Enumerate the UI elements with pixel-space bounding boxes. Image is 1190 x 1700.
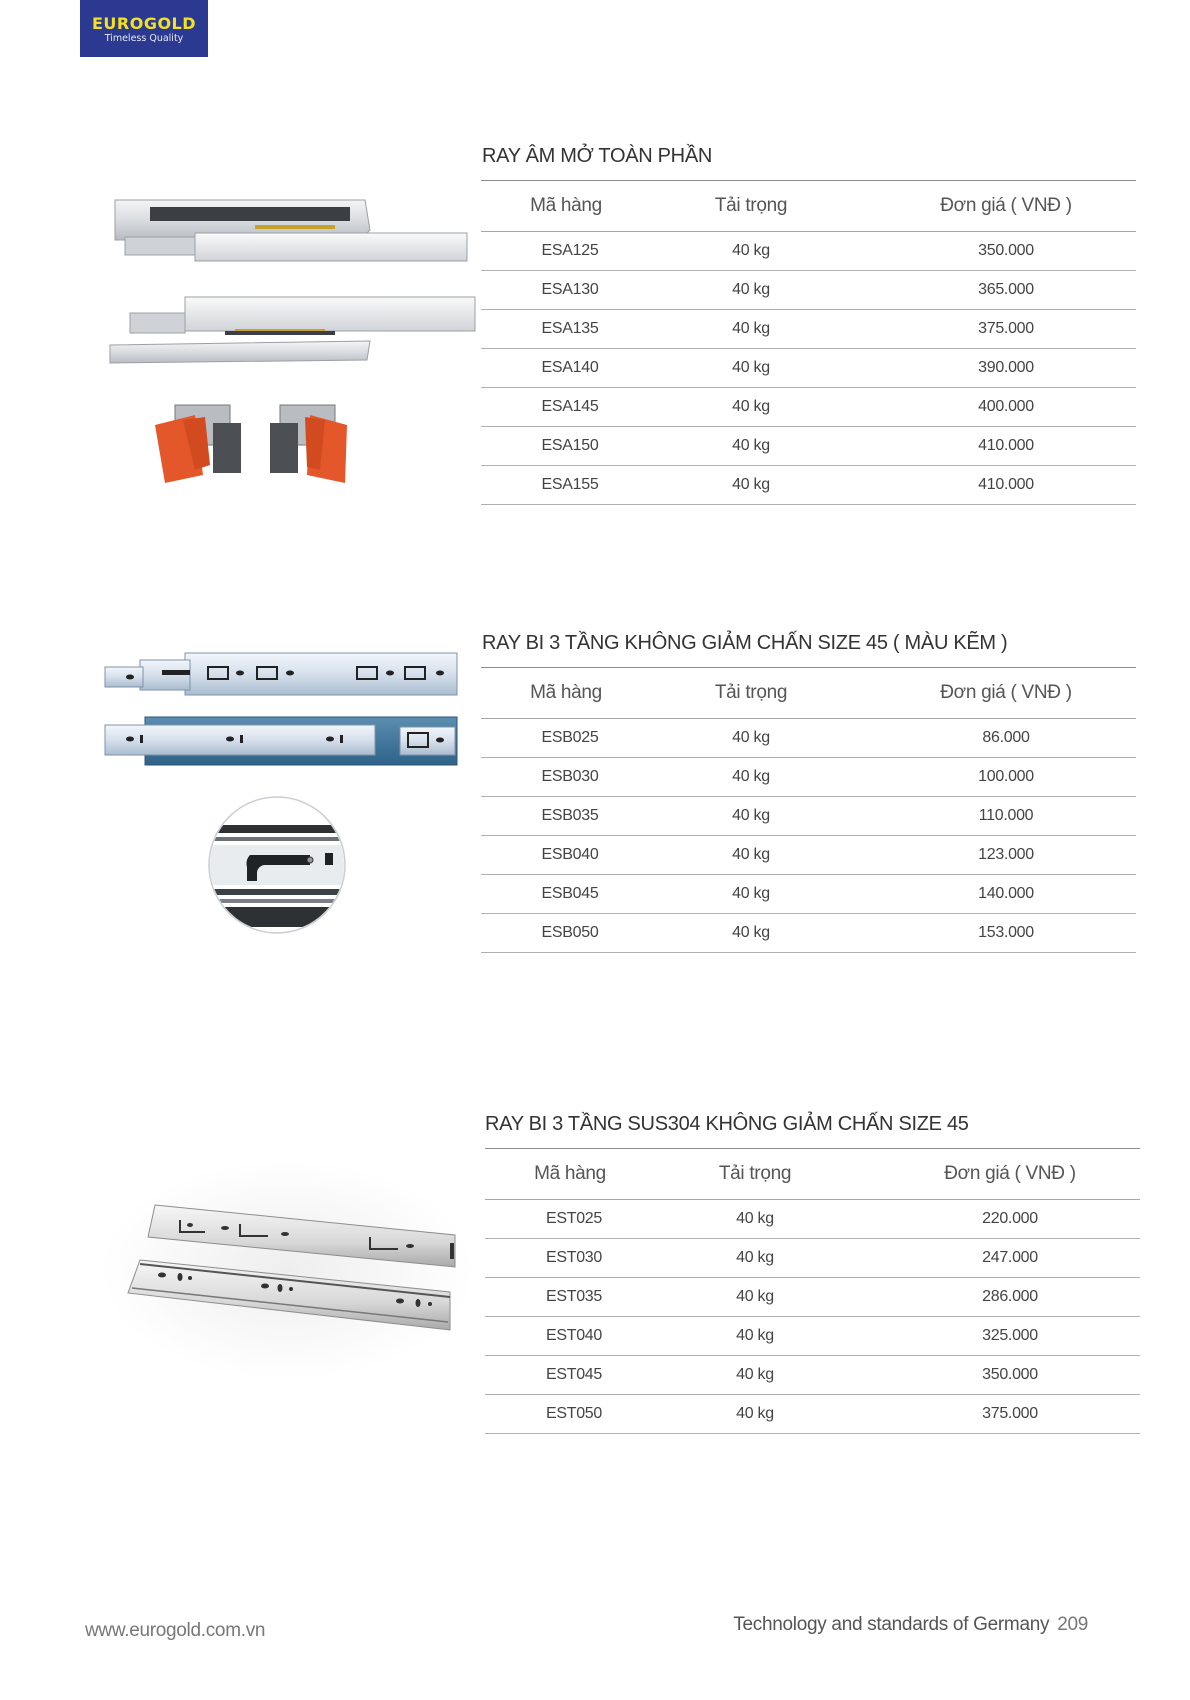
- table-header-row: [485, 1149, 1140, 1200]
- table-row: [485, 1395, 1140, 1434]
- table-row: [481, 797, 1136, 836]
- logo-tagline: Timeless Quality: [104, 33, 184, 44]
- section-title-concealed: RAY ÂM MỞ TOÀN PHẦN: [482, 145, 713, 167]
- unit-price: 153.000: [978, 924, 1034, 941]
- load-capacity: 40 kg: [732, 807, 770, 824]
- unit-price: 286.000: [982, 1288, 1038, 1305]
- concealed-slide-image: [105, 195, 480, 505]
- unit-price: 110.000: [978, 807, 1034, 824]
- table-row: [485, 1356, 1140, 1395]
- load-capacity: 40 kg: [732, 398, 770, 415]
- unit-price: 140.000: [978, 885, 1034, 902]
- product-code: ESB025: [541, 729, 599, 746]
- table-row: [485, 1317, 1140, 1356]
- load-capacity: 40 kg: [736, 1249, 774, 1266]
- product-code: ESA155: [541, 476, 599, 493]
- load-capacity: 40 kg: [736, 1327, 774, 1344]
- stainless-slide-image: [100, 1160, 475, 1380]
- price-table-stainless: [485, 1148, 1140, 1434]
- header-code: Mã hàng: [530, 195, 602, 216]
- product-code: ESA140: [541, 359, 599, 376]
- table-row: [481, 232, 1136, 271]
- table-row: [481, 310, 1136, 349]
- header-code: Mã hàng: [534, 1163, 606, 1184]
- table-row: [481, 427, 1136, 466]
- unit-price: 410.000: [978, 476, 1034, 493]
- header-price: Đơn giá ( VNĐ ): [944, 1163, 1076, 1184]
- product-code: EST045: [545, 1366, 602, 1383]
- header-code: Mã hàng: [530, 682, 602, 703]
- header-load: Tải trọng: [714, 682, 788, 703]
- unit-price: 375.000: [982, 1405, 1038, 1422]
- unit-price: 86.000: [982, 729, 1030, 746]
- unit-price: 325.000: [982, 1327, 1038, 1344]
- table-row: [481, 875, 1136, 914]
- unit-price: 100.000: [978, 768, 1034, 785]
- unit-price: 247.000: [982, 1249, 1038, 1266]
- product-code: ESB035: [541, 807, 599, 824]
- table-row: [481, 758, 1136, 797]
- table-row: [485, 1278, 1140, 1317]
- table-row: [481, 914, 1136, 953]
- load-capacity: 40 kg: [732, 359, 770, 376]
- product-code: ESA125: [541, 242, 599, 259]
- footer-slogan: Technology and standards of Germany: [733, 1614, 1050, 1635]
- load-capacity: 40 kg: [732, 242, 770, 259]
- price-table-zinc: [481, 667, 1136, 953]
- load-capacity: 40 kg: [732, 437, 770, 454]
- load-capacity: 40 kg: [732, 281, 770, 298]
- zinc-slide-image: [100, 645, 475, 945]
- table-row: [481, 388, 1136, 427]
- product-code: ESA145: [541, 398, 599, 415]
- load-capacity: 40 kg: [732, 846, 770, 863]
- product-code: ESB050: [541, 924, 599, 941]
- product-code: ESA130: [541, 281, 599, 298]
- unit-price: 410.000: [978, 437, 1034, 454]
- table-row: [481, 466, 1136, 505]
- logo-brand: EUROGOLD: [91, 14, 197, 33]
- product-code: ESA150: [541, 437, 599, 454]
- unit-price: 350.000: [978, 242, 1034, 259]
- page-number: 209: [1057, 1614, 1088, 1635]
- product-code: EST040: [545, 1327, 602, 1344]
- unit-price: 375.000: [978, 320, 1034, 337]
- load-capacity: 40 kg: [732, 924, 770, 941]
- product-code: ESB045: [541, 885, 599, 902]
- product-code: EST035: [545, 1288, 602, 1305]
- load-capacity: 40 kg: [732, 729, 770, 746]
- load-capacity: 40 kg: [736, 1210, 774, 1227]
- load-capacity: 40 kg: [732, 768, 770, 785]
- footer-website: www.eurogold.com.vn: [85, 1620, 266, 1641]
- load-capacity: 40 kg: [732, 476, 770, 493]
- header-load: Tải trọng: [714, 195, 788, 216]
- table-row: [481, 719, 1136, 758]
- footer-slogan-block: [733, 1614, 1088, 1636]
- table-row: [485, 1239, 1140, 1278]
- header-price: Đơn giá ( VNĐ ): [940, 682, 1072, 703]
- product-code: ESB040: [541, 846, 599, 863]
- table-row: [485, 1200, 1140, 1239]
- unit-price: 365.000: [978, 281, 1034, 298]
- table-row: [481, 271, 1136, 310]
- header-load: Tải trọng: [718, 1163, 792, 1184]
- product-code: EST025: [545, 1210, 602, 1227]
- price-table-concealed: [481, 180, 1136, 505]
- section-title-zinc: RAY BI 3 TẦNG KHÔNG GIẢM CHẤN SIZE 45 ( MÀU KẼM ): [482, 632, 1008, 654]
- unit-price: 390.000: [978, 359, 1034, 376]
- table-row: [481, 836, 1136, 875]
- product-code: ESA135: [541, 320, 599, 337]
- product-code: EST030: [545, 1249, 602, 1266]
- load-capacity: 40 kg: [736, 1288, 774, 1305]
- load-capacity: 40 kg: [732, 885, 770, 902]
- table-row: [481, 349, 1136, 388]
- unit-price: 350.000: [982, 1366, 1038, 1383]
- unit-price: 123.000: [978, 846, 1034, 863]
- product-code: EST050: [545, 1405, 602, 1422]
- load-capacity: 40 kg: [736, 1405, 774, 1422]
- unit-price: 220.000: [982, 1210, 1038, 1227]
- table-header-row: [481, 181, 1136, 232]
- section-title-stainless: RAY BI 3 TẦNG SUS304 KHÔNG GIẢM CHẤN SIZE 45: [485, 1113, 969, 1135]
- header-price: Đơn giá ( VNĐ ): [940, 195, 1072, 216]
- eurogold-logo: [80, 0, 208, 57]
- load-capacity: 40 kg: [732, 320, 770, 337]
- unit-price: 400.000: [978, 398, 1034, 415]
- load-capacity: 40 kg: [736, 1366, 774, 1383]
- product-code: ESB030: [541, 768, 599, 785]
- table-header-row: [481, 668, 1136, 719]
